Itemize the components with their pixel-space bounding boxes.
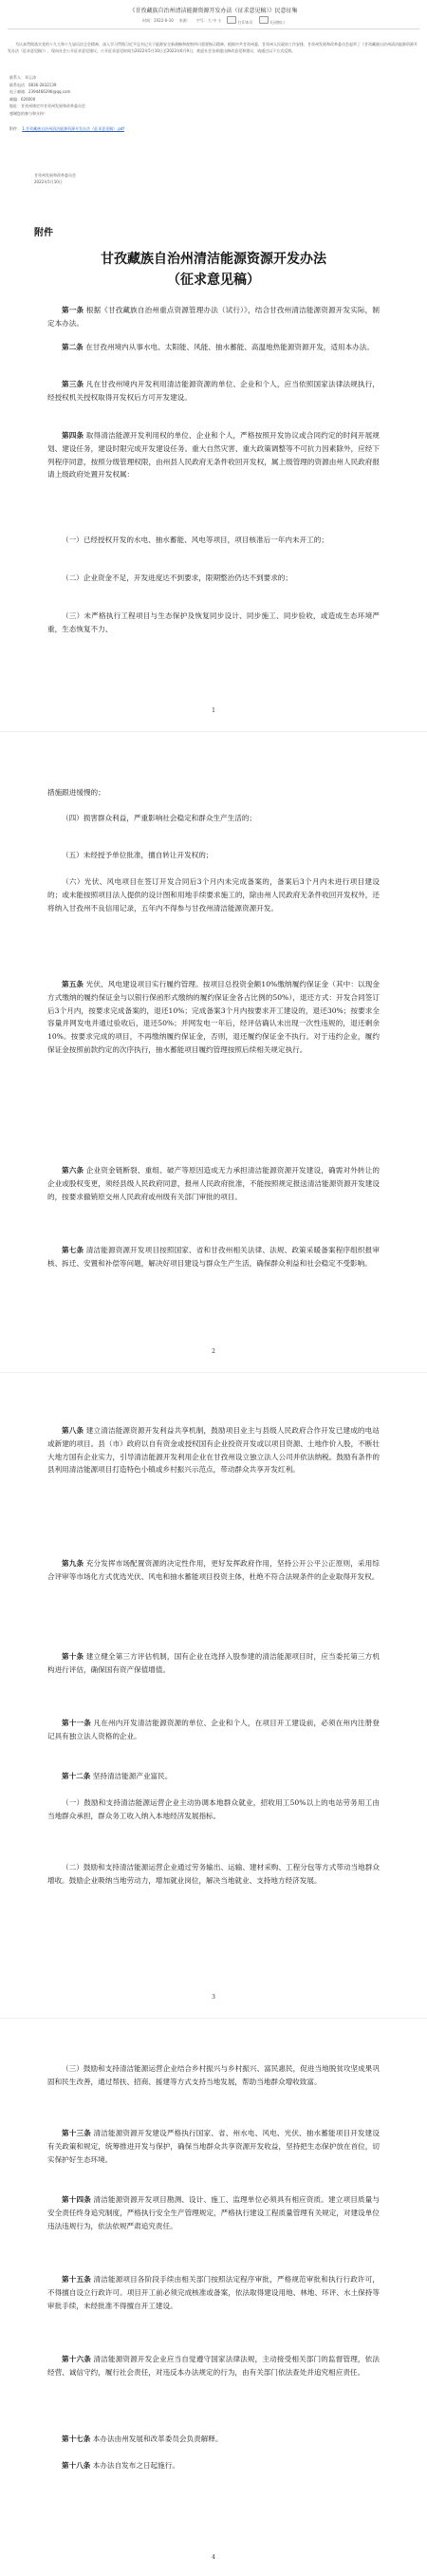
article-4-item-5: （五）未经授予单位批准，擅自转让开发权的；	[62, 851, 214, 859]
page-number: 4	[212, 2554, 215, 2561]
page-number: 3	[212, 1994, 215, 2001]
article-15: 第十五条 清洁能源项目各阶段手续由相关部门按照法定程序审批，严格规范审批和执行行政许可，不得擅自设立行政许可。项目开工前必须完成核准或备案，依法取得建设用地、林地、环评、水土保持等审批手续，未经批准不得擅自开工建设。	[47, 2275, 380, 2310]
attachment-line	[9, 126, 124, 132]
contact-postcode: 邮编：626000	[9, 96, 36, 102]
article-3: 第三条 凡在甘孜州境内开发利用清洁能源资源的单位、企业和个人，应当依照国家法律法规执行，经授权机关授权取得开发权后方可开发建设。	[47, 380, 380, 402]
attachment-link[interactable]: 1.甘孜藏族自治州清洁能源资源开发办法（征求意见稿）.pdf	[22, 126, 124, 131]
article-12-item-3: （三）鼓励和支持清洁能源运营企业结合乡村振兴与乡村振兴、富民惠民，促进当地脱贫攻坚成果巩固和民生改善，通过帮扶、招商、援建等方式支持当地发展，帮助当地群众增收致富。	[47, 2064, 380, 2086]
article-11: 第十一条 凡在州内开发清洁能源资源的单位、企业和个人，在项目开工建设前，必须在州内注册登记具有独立法人资格的企业。	[47, 1719, 380, 1740]
article-4: 第四条 取得清洁能源开发利用权的单位、企业和个人，严格按照开发协议或合同约定的时间开展规划、建设任务，建设时限完成开发建设任务。重大自然灾害、重大政策调整等不可抗力因素除外，应经下列程序同意，按照分级管理权限，由州县人民政府无条件收回开发权，属上级管理的资源由州人民政府报请上级政府处置开发权属：	[47, 431, 380, 479]
article-4-item-3-cont: 措施跟进缓慢的；	[47, 788, 105, 797]
annex-label: 附件	[34, 228, 53, 238]
attachment-label: 附件：	[9, 126, 21, 131]
article-17: 第十七条 本办法由州发展和改革委员会负责解释。	[62, 2435, 223, 2443]
document-subtitle: （征求意见稿）	[167, 273, 260, 288]
article-4-item-6: （六）光伏、风电项目在签订开发合同后3个月内未完成备案的，备案后3个月内未进行项目建设的；或未能按照项目法人提供的设计图和用地手续要求施工的，除由州人民政府无条件收回开发权外，还将纳入甘孜州不良信用记录，五年内不得参与甘孜州清洁能源资源开发。	[47, 877, 380, 912]
article-12-item-1: （一）鼓励和支持清洁能源运营企业主动协调本地群众就业，招收用工50%以上的电站劳务用工由当地群众承担，群众务工收入纳入本地经济发展指标。	[47, 1798, 380, 1820]
article-8: 第八条 建立清洁能源资源开发利益共享机制，鼓励项目业主与县级人民政府合作开发已建成的电站或新建的项目。县（市）政府以自有资金或授权国有企业投资开发或以项目资源、土地作价入股，不断壮大地方国有企业实力，引导清洁能源开发利用企业在甘孜州设立独立法人公司并依法纳税。鼓励有条件的县利用清洁能源项目打造特色小镇或乡村振兴示范点，带动群众共享开发红利。	[47, 1426, 380, 1475]
page-number: 1	[212, 707, 215, 714]
source-label: 来源：	[178, 18, 191, 23]
page-divider	[0, 731, 427, 732]
signature-org: 甘孜州发展和改革委员会	[34, 173, 76, 178]
article-7: 第七条 清洁能源资源开发项目按照国家、省和甘孜州相关法律、法规、政策采暖备案程序组织报审核、拆迁、安置和补偿等问题，解决好项目建设与群众生产生活，确保群众利益和社会稳定不受影响。	[47, 1246, 380, 1268]
page-number: 2	[212, 1348, 215, 1355]
article-4-item-3: （三）未严格执行工程项目与生态保护及恢复同步设计、同步施工、同步验收，或造成生态环境严重，生态恢复不力、	[47, 611, 380, 633]
close-icon	[259, 16, 269, 24]
contact-block	[9, 74, 418, 117]
contact-person: 联系人：邓玉涛	[9, 75, 36, 80]
page-divider	[0, 2018, 427, 2019]
article-6: 第六条 企业资金链断裂、重组、破产等原因造成无力承担清洁能源资源开发建设，确需对外转让的企业或股权变更，须经县级人民政府同意，报州人民政府批准，不能按照规定报送清洁能源资源开发建设的，按要求撤销原交州人民政府或州级有关部门审批的项目。	[47, 1166, 380, 1201]
article-5: 第五条 光伏、风电建设项目实行履约管理。按项目总投资金额10%缴纳履约保证金（其中：以现金方式缴纳的履约保证金与以银行保函形式缴纳的履约保证金各占比例的50%），退还方式：开发合同签订后3个月内，按要求完成备案的，退还10%；完成备案3个月内按要求开工建设的，退还30%；按要求全容量并网发电并通过验收后，退还50%；并网发电一年后，经评估确认未出现一次性违规的，退还剩余10%。按要求完成的项目，不再缴纳履约保证金，否则，退还履约保证金不执行。对于违约企业，履约保证金按照前款约定的次序执行，抽水蓄能项目履约管理按照后续相关规定执行。	[47, 980, 381, 1054]
close-button[interactable]: 关闭窗口	[259, 16, 285, 26]
print-icon	[227, 16, 236, 24]
publish-date: 时间：2022-0-10	[142, 18, 174, 23]
page-title: 《甘孜藏族自治州清洁能源资源开发办法（征求意见稿）》民意征集	[129, 8, 298, 14]
signature-date: 2022年5月10日	[34, 179, 63, 184]
contact-email: 电子邮箱：2394466296@qq.com	[9, 89, 71, 94]
page-divider	[0, 1372, 427, 1373]
contact-address: 地址：甘孜州康定市甘孜州发展和改革委员会	[9, 103, 85, 108]
intro-paragraph: 为认真贯彻落实党的十九大和十九届历次全会精神，深入学习贯彻习近平总书记关于能源安全新战略和视察四川重要指示精神，根据中共甘孜州委、甘孜州人民政府工作安排，甘孜州发展和改革委员会起草了《甘孜藏族自治州清洁能源资源开发办法（征求意见稿）》，现向社会公开征求意见建议。公开征求意见时间为2022年5月10日至2022年6月9日，欢迎社会各界提出修改意见和建议，请通过以下方式反馈。	[8, 42, 418, 53]
article-12: 第十二条 坚持清洁能源产业富民。	[62, 1772, 173, 1780]
article-4-item-4: （四）损害群众利益，严重影响社会稳定和群众生产生活的；	[62, 814, 257, 822]
font-size-switch[interactable]: 字号：大 中 小	[195, 18, 222, 23]
article-12-item-2: （二）鼓励和支持清洁能源运营企业通过劳务输出、运输、建材采购、工程分包等方式带动当地群众增收。鼓励企业吸纳当地劳动力，增加就业岗位，解决当地就业、支持地方经济发展。	[47, 1863, 380, 1885]
article-13: 第十三条 清洁能源资源开发建设严格执行国家、省、州水电、风电、光伏、抽水蓄能项目开发建设有关政策和规定，统筹推进开发与保护，确保当地群众共享资源开发收益，坚持把生态保护放在首位，切实保护好生态环境。	[47, 2129, 380, 2164]
document-title: 甘孜藏族自治州清洁能源资源开发办法	[101, 252, 326, 267]
article-4-item-1: （一）已经授权开发的水电、抽水蓄能、风电等项目，项目核准后一年内未开工的；	[62, 536, 328, 544]
contact-thanks: 感谢您的参与和支持！	[9, 110, 47, 116]
article-9: 第九条 充分发挥市场配置资源的决定性作用，更好发挥政府作用，坚持公开公平公正原则，采用综合评审等市场化方式优选光伏、风电和抽水蓄能项目投资主体，杜绝不符合法规条件的企业取得开发权。	[47, 1559, 380, 1581]
header-divider	[8, 28, 419, 29]
article-2: 第二条 在甘孜州境内从事水电、太阳能、风能、抽水蓄能、高温地热能源资源开发，适用本办法。	[62, 343, 374, 351]
article-10: 第十条 建立健全第三方评估机制，国有企业在选择入股参建的清洁能源项目时，应当委托第三方机构进行评估，确保国有资产保值增值。	[47, 1652, 380, 1674]
print-button[interactable]: 打印本页	[227, 16, 252, 26]
article-1: 第一条 根据《甘孜藏族自治州重点资源管理办法（试行）》，结合甘孜州清洁能源资源开发实际，制定本办法。	[47, 306, 381, 328]
contact-phone: 联系电话：0836-2832139	[9, 82, 57, 87]
article-16: 第十六条 清洁能源资源开发企业应当自觉遵守国家法律法规，主动接受相关部门的监督管理，依法经营、诚信守约，履行社会责任，对违反本办法规定的行为，由有关部门依法查处并追究相应责任。	[47, 2355, 380, 2377]
article-meta-bar	[0, 16, 427, 26]
article-14: 第十四条 清洁能源资源开发项目勘测、设计、施工、监理单位必须具有相应资质。建立项目质量与安全责任终身追究制度，严格执行安全生产管理规定，严格执行建设工程质量管理有关规定，对建设单位违法违规行为，依法依规严肃追究责任。	[47, 2195, 380, 2230]
article-18: 第十八条 本办法自发布之日起施行。	[62, 2461, 179, 2470]
article-4-item-2: （二）企业资金不足，开发进度达不到要求，限期整治仍达不到要求的；	[62, 573, 292, 582]
